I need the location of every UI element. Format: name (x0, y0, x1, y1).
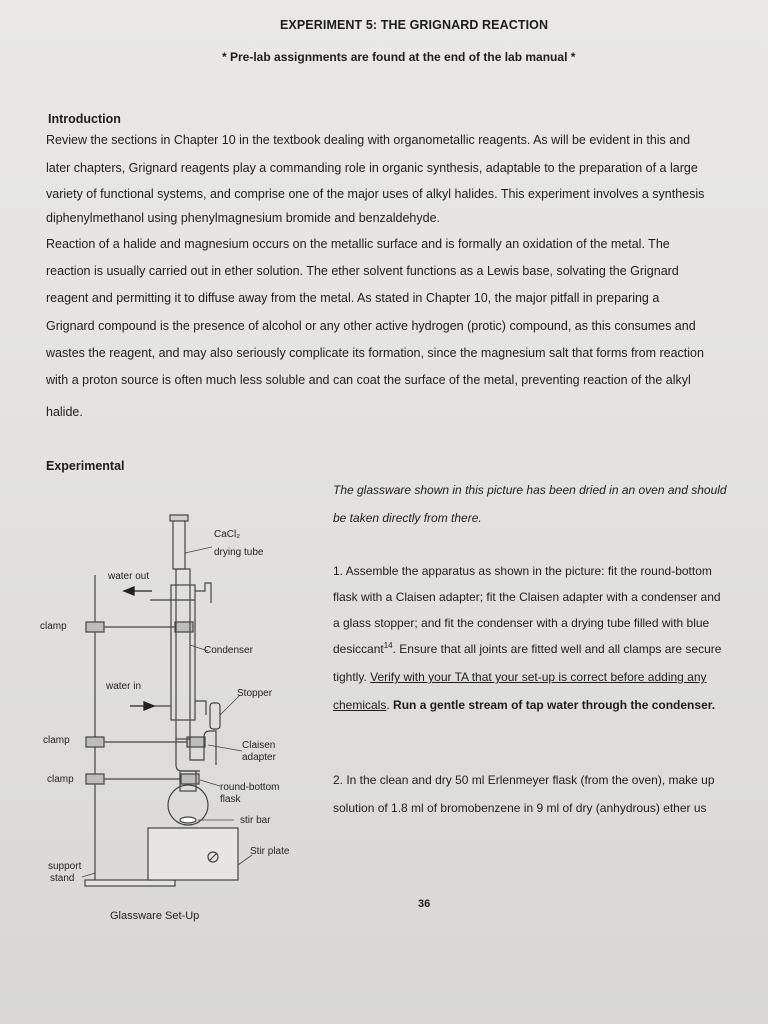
step2-line: 2. In the clean and dry 50 ml Erlenmeyer flask (from the oven), make up (333, 773, 715, 787)
glassware-setup-diagram (30, 505, 330, 925)
introduction-line: Reaction of a halide and magnesium occurs on the metallic surface and is formally an oxidation of the metal. The (46, 237, 670, 251)
step1-line: a glass stopper; and fit the condenser with a drying tube filled with blue (333, 616, 710, 630)
drying-tube-label: drying tube (214, 547, 264, 558)
stir-bar-label: stir bar (240, 815, 271, 826)
clamp-label: clamp (47, 774, 74, 785)
step1-text: . (386, 698, 394, 712)
step1-bold-text: Run a gentle stream of tap water through the condenser. (393, 698, 716, 712)
step1-line: 1. Assemble the apparatus as shown in the picture: fit the round-bottom (333, 564, 712, 578)
round-bottom-label: round-bottom (220, 782, 280, 793)
stir-plate-label: Stir plate (250, 846, 290, 857)
introduction-line: wastes the reagent, and may also seriously complicate its formation, since the magnesium salt that forms from reaction (46, 346, 704, 360)
introduction-line: reaction is usually carried out in ether solution. The ether solvent functions as a Lewis base, solvating the Grignard (46, 264, 679, 278)
experimental-heading: Experimental (46, 459, 125, 473)
figure-caption: Glassware Set-Up (110, 910, 200, 922)
page-number: 36 (418, 898, 431, 910)
clamp-label: clamp (40, 621, 67, 632)
step1-line: flask with a Claisen adapter; fit the Claisen adapter with a condenser and (333, 590, 721, 604)
introduction-line: variety of functional systems, and comprise one of the major uses of alkyl halides. This experiment involves a synthesis (46, 187, 705, 201)
stopper-label: Stopper (237, 688, 273, 699)
condenser (176, 569, 190, 739)
stir-bar (180, 817, 196, 823)
step1-underlined-text: Verify with your TA that your set-up is correct before adding any (370, 670, 707, 684)
introduction-line: diphenylmethanol using phenylmagnesium bromide and benzaldehyde. (46, 211, 441, 225)
adapter-label: adapter (242, 752, 276, 763)
glass-stopper (210, 703, 220, 729)
footnote-ref: 14 (383, 641, 393, 650)
step1-line (333, 697, 715, 713)
stand-base (85, 880, 175, 886)
introduction-line: reagent and permitting it to diffuse away from the metal. As stated in Chapter 10, the major pitfall in preparing a (46, 291, 660, 305)
water-in-label: water in (106, 681, 142, 692)
cacl2-label: CaCl₂ (214, 529, 241, 540)
step1-line (333, 641, 721, 657)
step1-text: . Ensure that all joints are fitted well and all clamps are secure (392, 642, 722, 656)
introduction-line: with a proton source is often much less soluble and can coat the surface of the metal, preventing reaction of the alkyl (46, 373, 691, 387)
introduction-line: Review the sections in Chapter 10 in the textbook dealing with organometallic reagents. As will be evident in this and (46, 133, 691, 147)
introduction-line: Grignard compound is the presence of alcohol or any other active hydrogen (protic) compound, as this consumes and (46, 319, 696, 333)
step1-text: tightly. (333, 670, 371, 684)
step1-desiccant: desiccant (333, 642, 384, 656)
prelab-note: * Pre-lab assignments are found at the end of the lab manual * (222, 50, 576, 64)
step1-underlined-text: chemicals (333, 698, 387, 712)
clamp-label: clamp (43, 735, 70, 746)
flask-label: flask (220, 794, 241, 805)
water-out-label: water out (108, 571, 150, 582)
drying-tube (173, 517, 185, 569)
introduction-line: halide. (46, 405, 83, 419)
introduction-heading: Introduction (48, 112, 121, 126)
introduction-line: later chapters, Grignard reagents play a commanding role in organic synthesis, adaptable to the preparation of a large (46, 161, 698, 175)
glassware-note-line: The glassware shown in this picture has been dried in an oven and should (333, 483, 727, 497)
stir-plate (148, 828, 238, 880)
glassware-note-line: be taken directly from there. (333, 511, 482, 525)
page-title: EXPERIMENT 5: THE GRIGNARD REACTION (280, 18, 549, 32)
step1-line (333, 669, 707, 685)
claisen-label: Claisen (242, 740, 276, 751)
support-label: support (48, 861, 82, 872)
stand-label: stand (50, 873, 75, 884)
condenser-label: Condenser (204, 645, 253, 656)
step2-line: solution of 1.8 ml of bromobenzene in 9 ml of dry (anhydrous) ether us (333, 801, 707, 815)
